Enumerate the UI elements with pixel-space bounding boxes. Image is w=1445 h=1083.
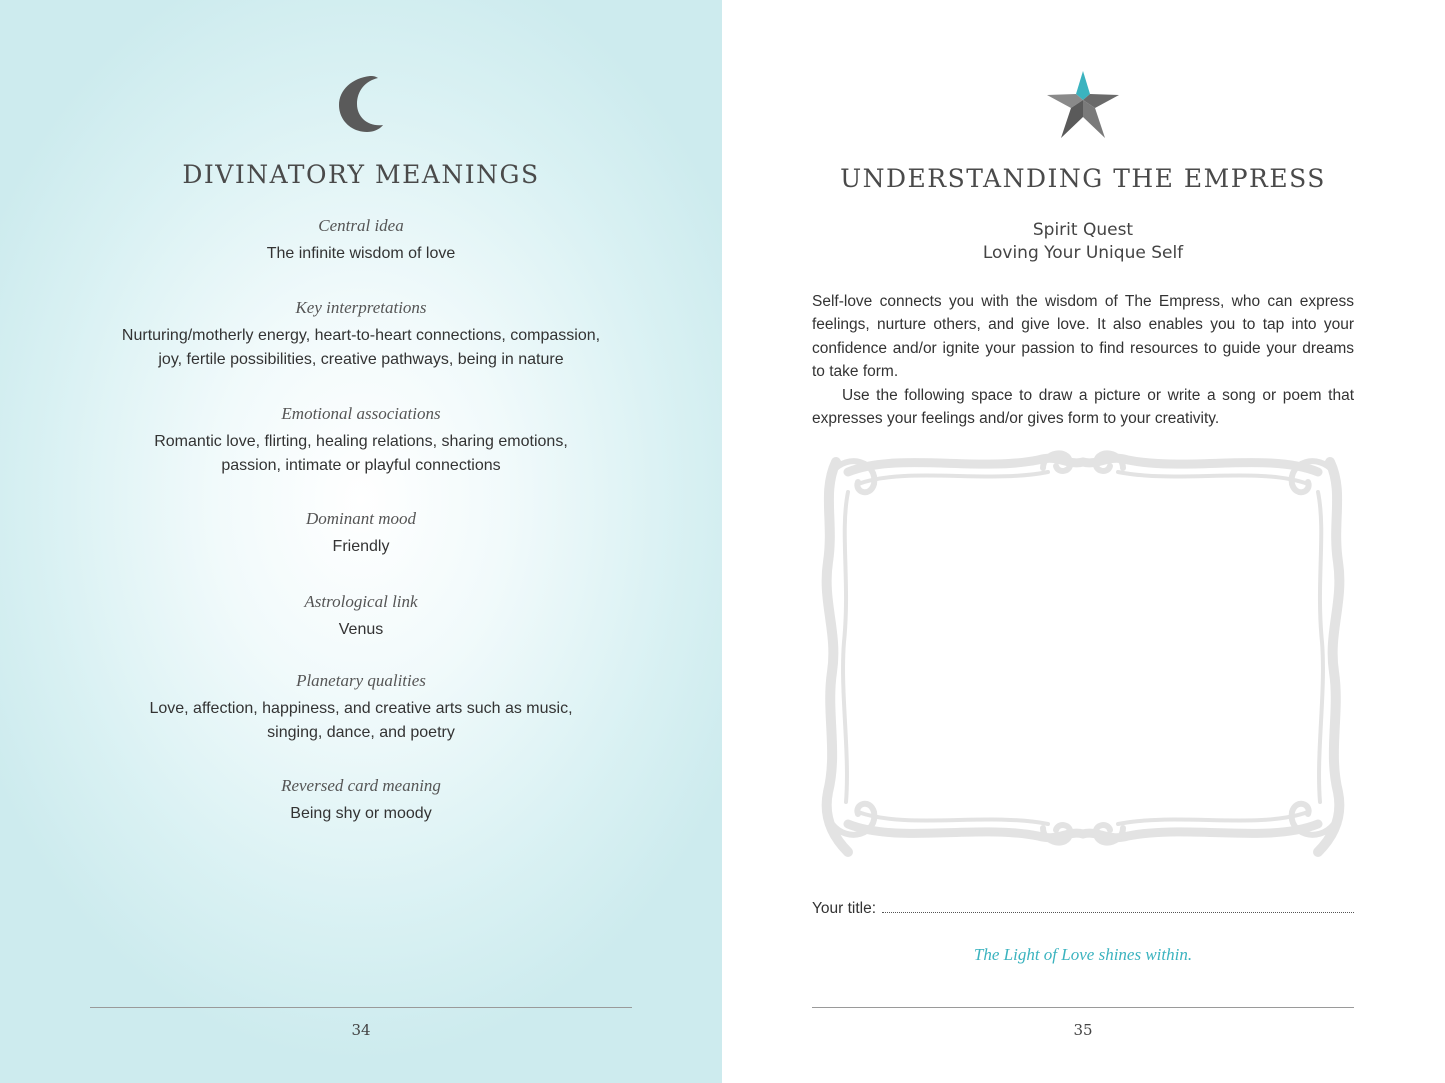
subtitle-loving-your-unique-self: Loving Your Unique Self bbox=[982, 243, 1184, 263]
dotted-title-line[interactable] bbox=[882, 898, 1354, 913]
entry-value-line: Romantic love, flirting, healing relations, sharing emotions, bbox=[154, 433, 568, 450]
entry-label: Central idea bbox=[318, 216, 404, 235]
page-title-divinatory-meanings: DIVINATORY MEANINGS bbox=[182, 160, 540, 189]
entry-emotional-associations bbox=[90, 402, 632, 507]
entry-central-idea bbox=[90, 214, 632, 296]
entry-value bbox=[90, 802, 632, 826]
entry-value-line: passion, intimate or playful connections bbox=[221, 457, 501, 474]
entry-label: Planetary qualities bbox=[296, 671, 426, 690]
page-number-left: 34 bbox=[351, 1021, 371, 1039]
entry-value bbox=[90, 324, 632, 372]
entry-value-line: Being shy or moody bbox=[290, 805, 432, 822]
footer-divider bbox=[90, 1007, 632, 1008]
entry-value bbox=[90, 430, 632, 478]
entry-label: Emotional associations bbox=[281, 404, 441, 423]
entry-value-line: Nurturing/motherly energy, heart-to-heart connections, compassion, bbox=[121, 327, 601, 344]
entry-value bbox=[90, 242, 632, 266]
entry-value-line: joy, fertile possibilities, creative pathways, being in nature bbox=[158, 351, 564, 368]
ornamental-drawing-frame[interactable] bbox=[818, 432, 1348, 864]
subtitle-spirit-quest: Spirit Quest bbox=[1032, 220, 1134, 240]
paragraph: Use the following space to draw a picture or write a song or poem that expresses your feelings and/or gives form to your creativity. bbox=[812, 386, 1354, 428]
entry-astrological-link bbox=[90, 590, 632, 669]
entry-value-line: singing, dance, and poetry bbox=[267, 724, 455, 741]
entry-label: Key interpretations bbox=[295, 298, 427, 317]
star-icon bbox=[1046, 70, 1120, 140]
body-text bbox=[812, 290, 1354, 430]
entry-value bbox=[90, 618, 632, 642]
entry-value bbox=[90, 535, 632, 559]
paragraph: Self-love connects you with the wisdom of The Empress, who can express feelings, nurture others, and give love. It also enables you to tap into your confidence and/or ignite your passion to find resources to guide your dreams to take form. bbox=[812, 293, 1354, 381]
entry-dominant-mood bbox=[90, 507, 632, 590]
entry-value-line: Friendly bbox=[332, 538, 390, 555]
page-number-right: 35 bbox=[1073, 1021, 1093, 1039]
entry-label: Dominant mood bbox=[305, 509, 417, 528]
page-title-understanding-the-empress: UNDERSTANDING THE EMPRESS bbox=[840, 164, 1326, 193]
entry-key-interpretations bbox=[90, 296, 632, 402]
your-title-field[interactable] bbox=[812, 898, 1354, 918]
entry-planetary-qualities bbox=[90, 669, 632, 774]
entry-value-line: Love, affection, happiness, and creative arts such as music, bbox=[149, 700, 573, 717]
entry-value-line: The infinite wisdom of love bbox=[266, 245, 456, 262]
affirmation: The Light of Love shines within. bbox=[973, 945, 1193, 964]
entry-value bbox=[90, 697, 632, 745]
divinatory-meanings-list bbox=[90, 214, 632, 826]
entry-label: Astrological link bbox=[304, 592, 418, 611]
entry-value-line: Venus bbox=[338, 621, 384, 638]
entry-reversed-card-meaning bbox=[90, 774, 632, 826]
crescent-moon-icon bbox=[336, 74, 386, 134]
entry-label: Reversed card meaning bbox=[281, 776, 441, 795]
footer-divider bbox=[812, 1007, 1354, 1008]
your-title-label: Your title: bbox=[812, 900, 877, 917]
